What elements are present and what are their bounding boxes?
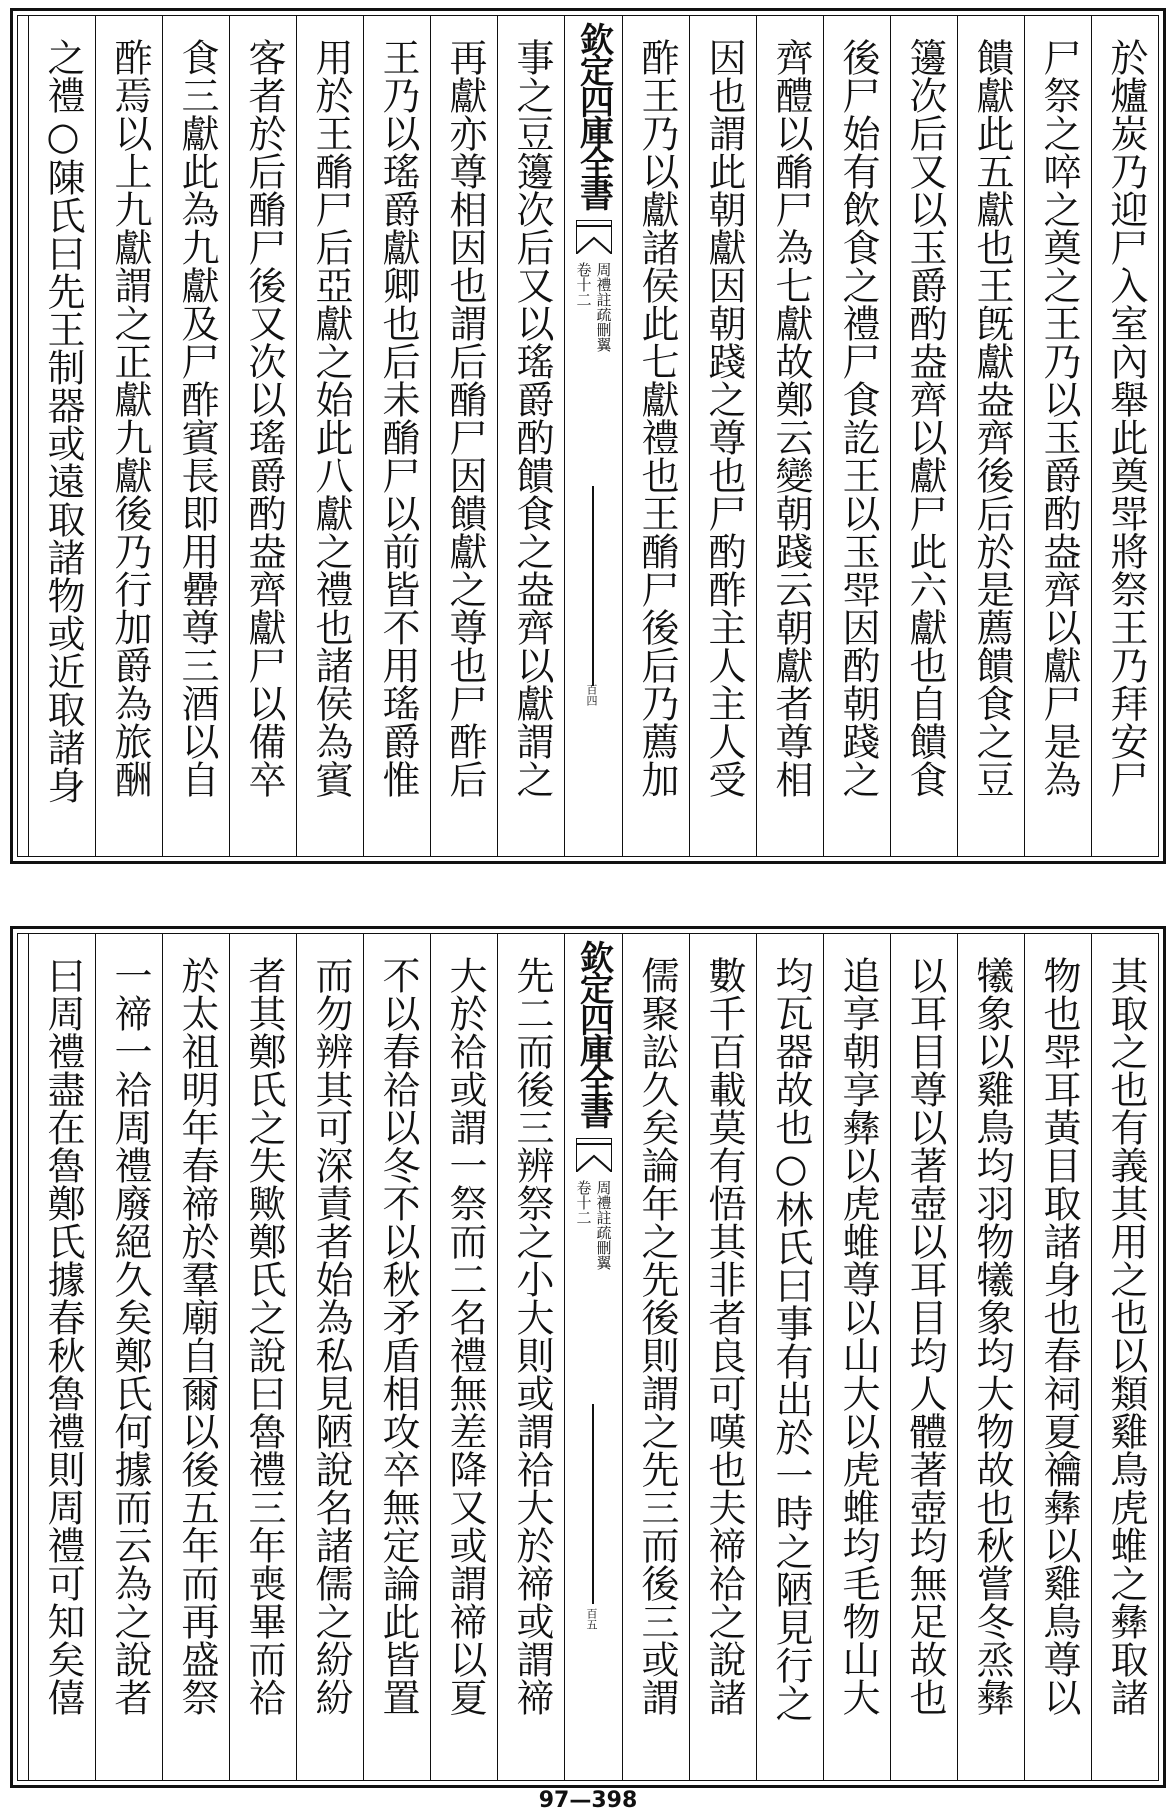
banner-rule [592,1404,594,1604]
text-column: 不以春祫以冬不以秋矛盾相攻卒無定論此皆置 [363,934,430,1780]
text-column: 王乃以瑤爵獻卿也后未酳尸以前皆不用瑤爵惟 [363,16,430,856]
book-title: 欽定四庫全書 [573,22,614,208]
text-column: 均瓦器故也○林氏曰事有出於一時之陋見行之 [756,934,823,1780]
text-column: 一禘一祫周禮廢絕久矣鄭氏何據而云為之說者 [95,934,162,1780]
book-title: 欽定四庫全書 [573,940,614,1126]
text-column: 酢王乃以獻諸侯此七獻禮也王酳尸後后乃薦加 [622,16,689,856]
page-reference: 97—398 [538,1788,638,1813]
text-column: 於太祖明年春禘於羣廟自爾以後五年而再盛祭 [162,934,229,1780]
bottom-page [10,926,1166,1788]
fishtail-mark-icon [576,1138,612,1172]
text-column: 之禮○陳氏曰先王制器或遠取諸物或近取諸身 [28,16,95,856]
source-title: 周禮註疏刪翼 [594,262,613,352]
juan-label: 卷十二 [574,1180,593,1225]
page-number: 百五 [585,1608,598,1630]
page-number: 百四 [585,684,598,706]
text-column: 數千百載莫有悟其非者良可嘆也夫禘祫之說諸 [689,934,756,1780]
text-column: 曰周禮盡在魯鄭氏據春秋魯禮則周禮可知矣僖 [28,934,95,1780]
top-page [10,8,1166,864]
text-column: 用於王酳尸后亞獻之始此八獻之禮也諸侯為賓 [296,16,363,856]
text-column: 後尸始有飲食之禮尸食訖王以玉斝因酌朝踐之 [823,16,890,856]
text-column: 因也謂此朝獻因朝踐之尊也尸酌酢主人主人受 [689,16,756,856]
text-column: 齊醴以酳尸為七獻故鄭云變朝踐云朝獻者尊相 [756,16,823,856]
book-banner [564,16,622,856]
text-column: 籩次后又以玉爵酌盎齊以獻尸此六獻也自饋食 [890,16,957,856]
text-column: 追享朝享彝以虎蜼尊以山大以虎蜼均毛物山大 [823,934,890,1780]
juan-label: 卷十二 [574,262,593,307]
book-banner [564,934,622,1780]
text-column: 再獻亦尊相因也謂后酳尸因饋獻之尊也尸酢后 [430,16,497,856]
source-title: 周禮註疏刪翼 [594,1180,613,1270]
text-column: 先二而後三辨祭之小大則或謂祫大於禘或謂禘 [497,934,564,1780]
text-column: 以耳目尊以著壺以耳目均人體著壺均無足故也 [890,934,957,1780]
text-column: 其取之也有義其用之也以類雞鳥虎蜼之彝取諸 [1091,934,1158,1780]
text-column: 酢焉以上九獻謂之正獻九獻後乃行加爵為旅酬 [95,16,162,856]
banner-rule [592,486,594,686]
text-column: 饋獻此五獻也王旣獻盎齊後后於是薦饋食之豆 [957,16,1024,856]
text-column: 物也斝耳黃目取諸身也春祠夏禴彝以雞鳥尊以 [1024,934,1091,1780]
text-column: 者其鄭氏之失歟鄭氏之說曰魯禮三年喪畢而祫 [229,934,296,1780]
text-column: 大於祫或謂一祭而二名禮無差降又或謂禘以夏 [430,934,497,1780]
text-column: 事之豆籩次后又以瑤爵酌饋食之盎齊以獻謂之 [497,16,564,856]
text-column: 儒聚訟久矣論年之先後則謂之先三而後三或謂 [622,934,689,1780]
top-columns [18,16,1158,856]
fishtail-mark-icon [576,220,612,254]
text-column: 於爐炭乃迎尸入室內舉此奠斝將祭王乃拜安尸 [1091,16,1158,856]
text-column: 尸祭之啐之奠之王乃以玉爵酌盎齊以獻尸是為 [1024,16,1091,856]
text-column: 食三獻此為九獻及尸酢賓長即用罍尊三酒以自 [162,16,229,856]
text-column: 而勿辨其可深責者始為私見陋說名諸儒之紛紛 [296,934,363,1780]
text-column: 犧象以雞鳥均羽物犧象均大物故也秋嘗冬烝彝 [957,934,1024,1780]
bottom-columns [18,934,1158,1780]
text-column: 客者於后酳尸後又次以瑤爵酌盎齊獻尸以備卒 [229,16,296,856]
